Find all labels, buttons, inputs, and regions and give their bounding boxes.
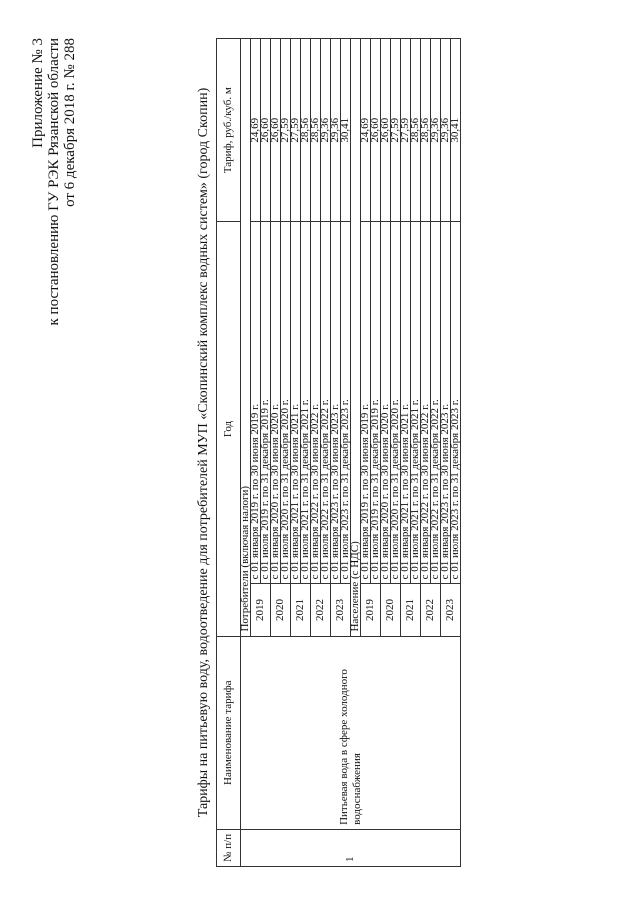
tariff-cell: 24,69 — [251, 39, 261, 222]
tariff-cell: 26,60 — [271, 39, 281, 222]
header-tariff-value: Тариф, руб./куб. м — [217, 39, 241, 222]
period-cell: с 01 июля 2019 г. по 31 декабря 2019 г. — [371, 222, 381, 584]
period-cell: с 01 января 2022 г. по 30 июня 2022 г. — [311, 222, 321, 584]
consumer-group-label: Население (с НДС) — [351, 39, 361, 637]
tariff-cell: 26,60 — [261, 39, 271, 222]
tariff-cell: 28,56 — [311, 39, 321, 222]
tariff-cell: 28,56 — [301, 39, 311, 222]
year-cell: 2020 — [381, 584, 401, 636]
year-cell: 2019 — [251, 584, 271, 636]
document-title: Тарифы на питьевую воду, водоотведение для потребителей МУП «Скопинский комплекс водных систем» (город Скопин) — [196, 87, 211, 818]
period-cell: с 01 июля 2022 г. по 31 декабря 2022 г. — [431, 222, 441, 584]
period-cell: с 01 января 2019 г. по 30 июня 2019 г. — [361, 222, 371, 584]
year-cell: 2023 — [331, 584, 351, 636]
tariff-name: Питьевая вода в сфере холодного водоснабжения — [241, 636, 461, 829]
appendix-resolution: к постановлению ГУ РЭК Рязанской области — [46, 38, 62, 326]
period-cell: с 01 июля 2023 г. по 31 декабря 2023 г. — [451, 222, 461, 584]
tariff-cell: 28,56 — [411, 39, 421, 222]
appendix-number: Приложение № 3 — [30, 38, 46, 148]
period-cell: с 01 июля 2021 г. по 31 декабря 2021 г. — [301, 222, 311, 584]
header-year: Год — [217, 222, 241, 636]
tariff-cell: 29,36 — [441, 39, 451, 222]
period-cell: с 01 января 2023 г. по 30 июня 2023 г. — [331, 222, 341, 584]
header-tariff-name: Наименование тарифа — [217, 636, 241, 829]
period-cell: с 01 июля 2023 г. по 31 декабря 2023 г. — [341, 222, 351, 584]
tariff-cell: 29,36 — [331, 39, 341, 222]
tariff-cell: 27,59 — [401, 39, 411, 222]
tariff-cell: 29,36 — [321, 39, 331, 222]
tariff-cell: 29,36 — [431, 39, 441, 222]
appendix-date: от 6 декабря 2018 г. № 288 — [62, 38, 78, 207]
period-cell: с 01 января 2022 г. по 30 июня 2022 г. — [421, 222, 431, 584]
period-cell: с 01 июля 2020 г. по 31 декабря 2020 г. — [281, 222, 291, 584]
year-cell: 2020 — [271, 584, 291, 636]
table-header-row — [217, 39, 241, 867]
period-cell: с 01 января 2019 г. по 30 июня 2019 г. — [251, 222, 261, 584]
period-cell: с 01 июля 2022 г. по 31 декабря 2022 г. — [321, 222, 331, 584]
tariff-cell: 30,41 — [451, 39, 461, 222]
year-cell: 2022 — [421, 584, 441, 636]
year-cell: 2023 — [441, 584, 461, 636]
header-number: № п/п — [217, 829, 241, 866]
row-number: 1 — [241, 829, 461, 866]
tariff-cell: 28,56 — [421, 39, 431, 222]
period-cell: с 01 июля 2019 г. по 31 декабря 2019 г. — [261, 222, 271, 584]
tariff-cell: 27,59 — [291, 39, 301, 222]
tariff-cell: 27,59 — [281, 39, 291, 222]
consumer-group-label: Потребители (включая налоги) — [241, 39, 251, 637]
period-cell: с 01 января 2020 г. по 30 июня 2020 г. — [381, 222, 391, 584]
period-cell: с 01 января 2021 г. по 30 июня 2021 г. — [291, 222, 301, 584]
period-cell: с 01 июля 2021 г. по 31 декабря 2021 г. — [411, 222, 421, 584]
tariff-cell: 27,59 — [391, 39, 401, 222]
tariff-cell: 30,41 — [341, 39, 351, 222]
year-cell: 2019 — [361, 584, 381, 636]
tariff-table — [216, 38, 461, 867]
table-body — [241, 39, 461, 867]
year-cell: 2021 — [401, 584, 421, 636]
appendix-header — [30, 38, 78, 325]
period-cell: с 01 января 2020 г. по 30 июня 2020 г. — [271, 222, 281, 584]
tariff-cell: 26,60 — [381, 39, 391, 222]
period-cell: с 01 января 2023 г. по 30 июня 2023 г. — [441, 222, 451, 584]
tariff-cell: 26,60 — [371, 39, 381, 222]
year-cell: 2022 — [311, 584, 331, 636]
year-cell: 2021 — [291, 584, 311, 636]
tariff-cell: 24,69 — [361, 39, 371, 222]
period-cell: с 01 июля 2020 г. по 31 декабря 2020 г. — [391, 222, 401, 584]
period-cell: с 01 января 2021 г. по 30 июня 2021 г. — [401, 222, 411, 584]
